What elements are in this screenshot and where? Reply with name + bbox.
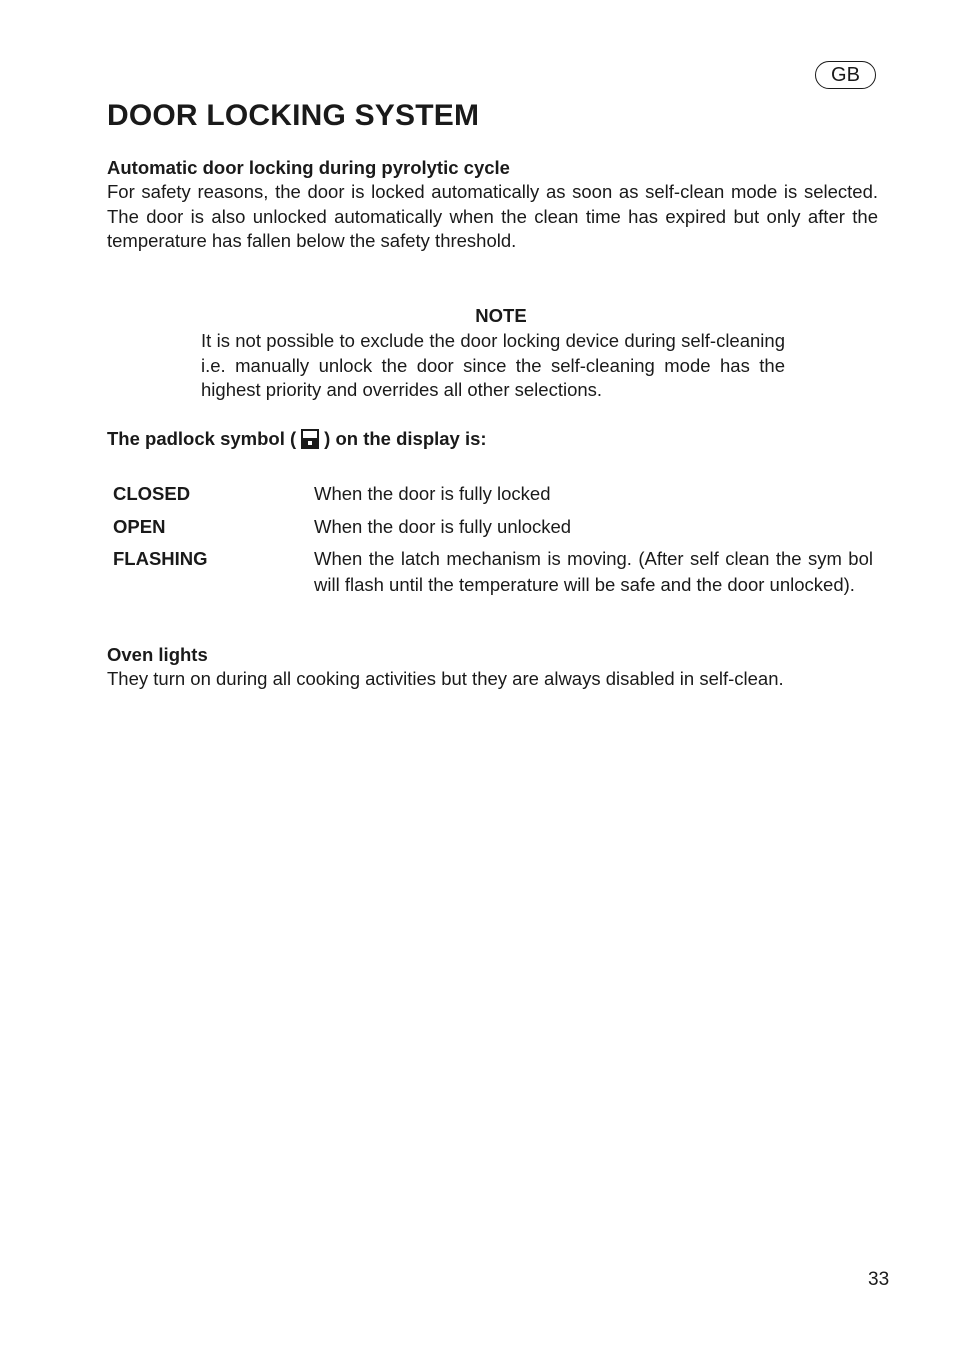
pyrolytic-heading: Automatic door locking during pyrolytic cycle [107,157,510,178]
padlock-heading-before: The padlock symbol ( [107,428,297,449]
pyrolytic-section [107,156,878,254]
state-row-closed [113,481,873,507]
state-name: FLASHING [113,548,208,569]
note-title: NOTE [475,305,527,326]
note-box [201,304,785,403]
padlock-heading [107,426,487,452]
state-description: When the door is fully locked [314,483,551,504]
pyrolytic-body: For safety reasons, the door is locked automatically as soon as self-clean mode is selected. The door is also unlocked automatically when the clean time has expired but only after the temperature has fallen below the safety threshold. [107,181,878,251]
oven-lights-section [107,643,878,692]
padlock-states-list [113,481,873,604]
language-badge: GB [815,61,876,89]
page-title: DOOR LOCKING SYSTEM [107,99,480,132]
state-description: When the door is fully unlocked [314,515,572,537]
page-number: 33 [868,1269,890,1290]
state-row-flashing [113,546,873,597]
note-body: It is not possible to exclude the door locking device during self-cleaning i.e. manually unlock the door since the self-cleaning mode has the highest priority and overrides all other selections. [201,330,785,400]
oven-lights-body: They turn on during all cooking activities but they are always disabled in self-clean. [107,668,784,689]
oven-lights-heading: Oven lights [107,644,208,665]
state-name: CLOSED [113,483,191,504]
state-row-open [113,514,873,540]
padlock-heading-after: ) on the display is: [324,428,487,449]
state-name: OPEN [113,515,166,537]
padlock-icon [300,428,320,450]
state-description: When the latch mechanism is moving. (After self clean the sym bol will flash until the temperature will be safe and the door unlocked). [314,548,873,595]
